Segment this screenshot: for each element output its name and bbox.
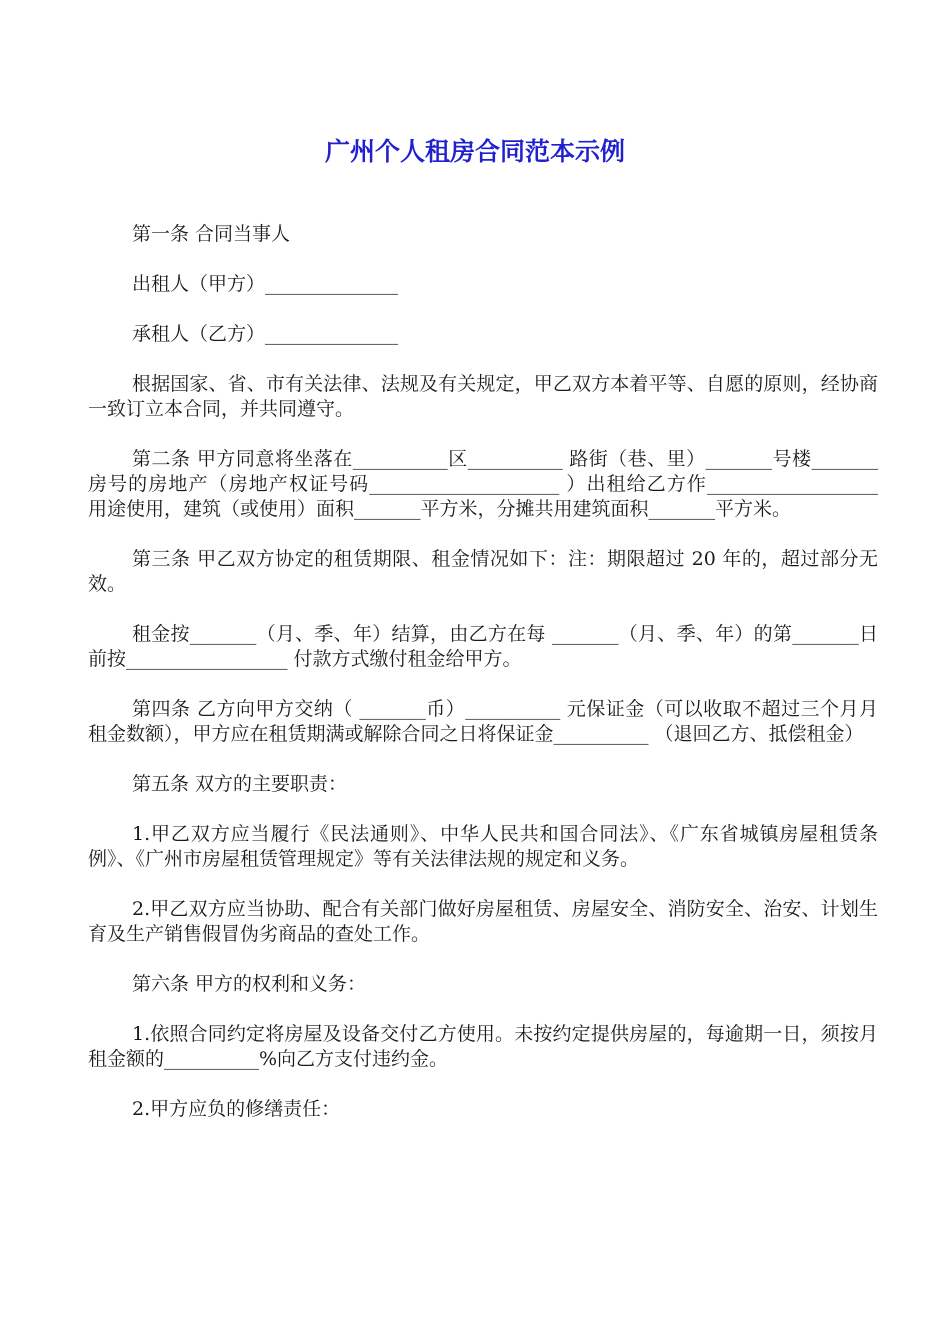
document-title: 广州个人租房合同范本示例	[324, 137, 625, 166]
paragraph-article-6-heading: 第六条 甲方的权利和义务：	[132, 973, 367, 995]
paragraph-article-1-heading: 第一条 合同当事人	[132, 223, 291, 245]
paragraph-article-4: 第四条 乙方向甲方交纳（ _______币）__________ 元保证金（可以收取不超过三个月月租金数额），甲方应在租赁期满或解除合同之日将保证金__________ （退回乙方、抵偿租金）	[88, 698, 878, 745]
paragraph-lessee: 承租人（乙方）______________	[132, 323, 399, 345]
paragraph-preamble: 根据国家、省、市有关法律、法规及有关规定，甲乙双方本着平等、自愿的原则，经协商一致订立本合同，并共同遵守。	[88, 373, 878, 420]
paragraph-lessor: 出租人（甲方）______________	[132, 273, 399, 295]
paragraph-article-6-item-1: 1.依照合同约定将房屋及设备交付乙方使用。未按约定提供房屋的，每逾期一日，须按月租金额的__________%向乙方支付违约金。	[88, 1023, 878, 1070]
paragraph-article-2: 第二条 甲方同意将坐落在__________区__________ 路街（巷、里）_______号楼_______房号的房地产（房地产权证号码____________________ ）出租给乙方作__________________ 用途使用，建筑（或使用）面积_______平方米，分摊共用建筑面积_______平方米。	[88, 448, 885, 520]
paragraph-article-5-item-2: 2.甲乙双方应当协助、配合有关部门做好房屋租赁、房屋安全、消防安全、治安、计划生育及生产销售假冒伪劣商品的查处工作。	[88, 898, 878, 945]
paragraph-article-5-heading: 第五条 双方的主要职责：	[132, 773, 348, 795]
document-body	[88, 222, 885, 1147]
paragraph-article-5-item-1: 1.甲乙双方应当履行《民法通则》、中华人民共和国合同法》、《广东省城镇房屋租赁条例》、《广州市房屋租赁管理规定》等有关法律法规的规定和义务。	[88, 823, 878, 870]
paragraph-rent-terms: 租金按_______（月、季、年）结算，由乙方在每 _______（月、季、年）的第_______日前按_________________ 付款方式缴付租金给甲方。	[88, 623, 878, 670]
paragraph-article-3: 第三条 甲乙双方协定的租赁期限、租金情况如下：注：期限超过 20 年的，超过部分无效。	[88, 548, 878, 595]
paragraph-article-6-item-2: 2.甲方应负的修缮责任：	[132, 1098, 341, 1120]
